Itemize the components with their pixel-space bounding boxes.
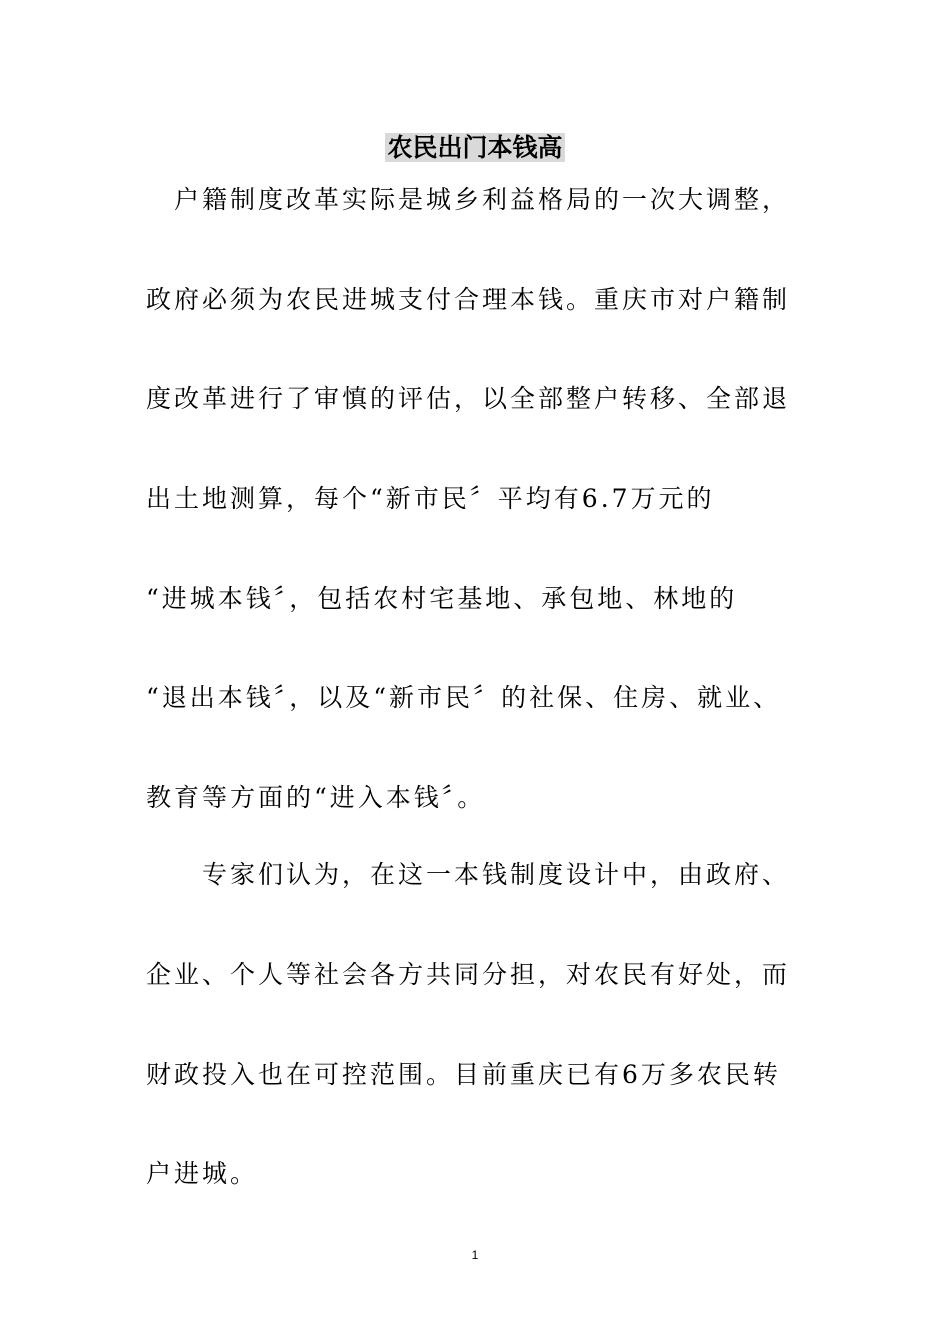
paragraph-line: 专家们认为，在这一本钱制度设计中，由政府、: [146, 860, 791, 889]
document-title: [0, 130, 950, 166]
paragraph-line: 政府必须为农民进城支付合理本钱。重庆市对户籍制: [146, 285, 791, 314]
paragraph-line: 企业、个人等社会各方共同分担，对农民有好处，而: [146, 960, 791, 989]
paragraph-line: 教育等方面的“进入本钱〞。: [146, 783, 486, 812]
paragraph-line: “退出本钱〞，以及“新市民〞的社保、住房、就业、: [146, 683, 782, 712]
paragraph-line: 度改革进行了审慎的评估，以全部整户转移、全部退: [146, 384, 791, 413]
paragraph-line: “进城本钱〞，包括农村宅基地、承包地、林地的: [146, 584, 738, 613]
document-title-text: 农民出门本钱高: [387, 133, 563, 162]
paragraph-line: 户进城。: [146, 1159, 259, 1188]
paragraph-line: 出土地测算，每个“新市民〞平均有6.7万元的: [146, 484, 715, 513]
page-number: 1: [471, 1248, 479, 1262]
paragraph-line: 户籍制度改革实际是城乡利益格局的一次大调整，: [146, 185, 791, 214]
paragraph-line: 财政投入也在可控范围。目前重庆已有6万多农民转: [146, 1060, 781, 1089]
